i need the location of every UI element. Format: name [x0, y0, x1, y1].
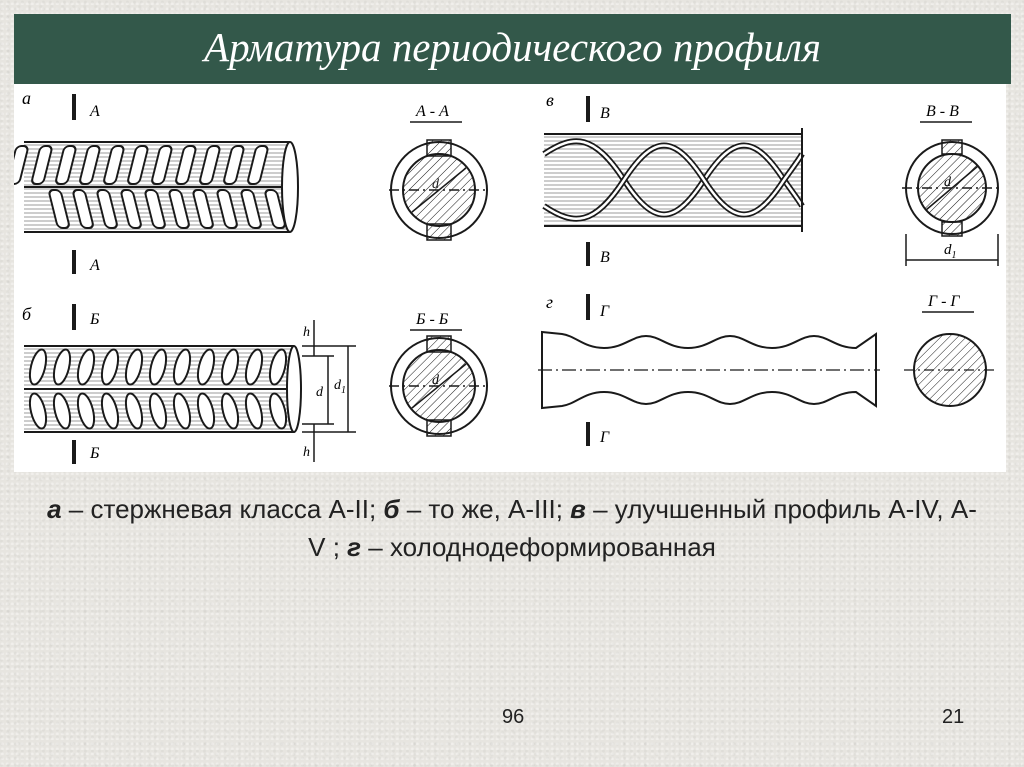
section-b-b-dim: d: [432, 373, 439, 388]
section-v-v-title: В - В: [926, 103, 959, 120]
dim-d1: $d_1$: [334, 378, 346, 396]
panel-g-label: г: [546, 292, 554, 312]
section-a-a: [389, 103, 489, 240]
caption-key-g: г: [347, 532, 362, 562]
cut-v-bottom-label: В: [600, 249, 610, 266]
page-number-left: 96: [502, 706, 525, 728]
rebar-a-side-view: [14, 142, 298, 232]
cut-a-top-label: А: [90, 103, 100, 120]
section-g-g: [904, 293, 996, 406]
caption-text-b: – то же, А-III;: [399, 494, 571, 524]
section-a-a-dim: d: [432, 177, 439, 192]
section-v-v: [902, 103, 1002, 266]
slide-title: Арматура периодического профиля: [204, 24, 821, 70]
rebar-v-side-view: [544, 128, 802, 232]
section-b-b-title: Б - Б: [416, 311, 449, 328]
panel-a-label: а: [22, 88, 31, 108]
cut-v-top-label: В: [600, 105, 610, 122]
cut-b-bottom-label: Б: [90, 445, 100, 462]
dim-d: d: [316, 385, 323, 400]
caption-key-b: б: [383, 494, 400, 524]
caption-text-g: – холоднодеформированная: [361, 532, 716, 562]
cut-g-top-label: Г: [600, 303, 610, 320]
panel-a: [14, 88, 298, 274]
cut-b-top-label: Б: [90, 311, 100, 328]
rebar-b-side-view: [24, 346, 301, 432]
panel-b: [22, 304, 356, 464]
panel-b-label: б: [22, 304, 32, 324]
dimension-lines-b: [302, 320, 356, 462]
caption-key-v: в: [570, 494, 586, 524]
dim-h-top: h: [303, 325, 310, 340]
section-v-v-d1: $d_1$: [944, 242, 957, 261]
rebar-drawing: [14, 84, 1006, 472]
page-number-right: 21: [942, 706, 965, 728]
cut-g-bottom-label: Г: [600, 429, 610, 446]
panel-v-label: в: [546, 90, 554, 110]
section-v-v-dim: d: [944, 175, 951, 190]
caption-key-a: а: [47, 494, 62, 524]
caption-text-v: – улучшенный профиль А-IV, А-V ;: [308, 494, 977, 562]
figure-caption: [40, 490, 984, 566]
dim-h-bottom: h: [303, 445, 310, 460]
section-a-a-title: А - А: [416, 103, 449, 120]
section-b-b: [389, 311, 489, 436]
caption-text-a: – стержневая класса А-II;: [61, 494, 384, 524]
section-g-g-title: Г - Г: [928, 293, 960, 310]
panel-g: [538, 292, 880, 446]
cut-a-bottom-label: А: [90, 257, 100, 274]
rebar-figure: [14, 84, 1006, 472]
panel-v: [544, 90, 802, 266]
title-bar: [14, 14, 1011, 84]
